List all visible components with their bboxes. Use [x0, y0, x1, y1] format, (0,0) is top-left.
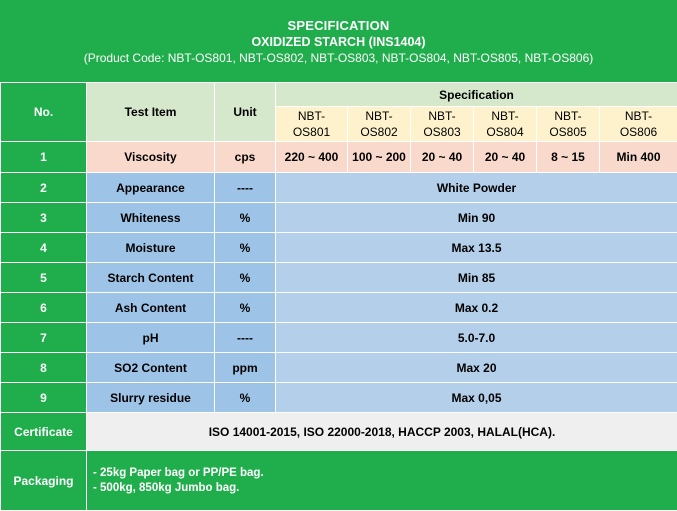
test-item: Viscosity: [87, 142, 215, 173]
table-row: [1, 353, 677, 383]
row-number: 5: [1, 263, 87, 293]
table-row: [1, 383, 677, 413]
table-row: [1, 203, 677, 233]
row-number: 4: [1, 233, 87, 263]
spec-value: 5.0-7.0: [276, 323, 677, 353]
certificate-label: Certificate: [1, 413, 87, 451]
table-row: [1, 142, 677, 173]
test-item: SO2 Content: [87, 353, 215, 383]
packaging-line: - 500kg, 850kg Jumbo bag.: [93, 481, 240, 494]
viscosity-value: Min 400: [600, 142, 677, 173]
spec-value: Min 90: [276, 203, 677, 233]
product-codes: (Product Code: NBT-OS801, NBT-OS802, NBT-OS803, NBT-OS804, NBT-OS805, NBT-OS806): [83, 51, 594, 65]
product-code-cell: NBT- OS806: [600, 107, 677, 142]
spec-value: Max 0.2: [276, 293, 677, 323]
product-code-cell: NBT- OS801: [276, 107, 348, 142]
test-item: pH: [87, 323, 215, 353]
test-item: Moisture: [87, 233, 215, 263]
table-row: [1, 173, 677, 203]
header-specification: Specification: [276, 83, 677, 107]
table-row: [1, 233, 677, 263]
viscosity-value: 20 ~ 40: [411, 142, 474, 173]
title-block: [0, 0, 677, 82]
header-unit: Unit: [215, 83, 276, 142]
packaging-value: [87, 451, 677, 511]
unit: %: [215, 203, 276, 233]
spec-value: Max 13.5: [276, 233, 677, 263]
viscosity-value: 20 ~ 40: [474, 142, 537, 173]
row-number: 3: [1, 203, 87, 233]
row-number: 8: [1, 353, 87, 383]
header-no: No.: [1, 83, 87, 142]
table-row: [1, 323, 677, 353]
page-title: SPECIFICATION: [287, 18, 390, 33]
unit: %: [215, 293, 276, 323]
test-item: Appearance: [87, 173, 215, 203]
viscosity-value: 100 ~ 200: [348, 142, 411, 173]
unit: %: [215, 233, 276, 263]
row-number: 1: [1, 142, 87, 173]
product-code-cell: NBT- OS804: [474, 107, 537, 142]
packaging-line: - 25kg Paper bag or PP/PE bag.: [93, 466, 264, 479]
test-item: Starch Content: [87, 263, 215, 293]
packaging-label: Packaging: [1, 451, 87, 511]
specification-table: [0, 82, 677, 511]
row-number: 2: [1, 173, 87, 203]
row-number: 7: [1, 323, 87, 353]
packaging-row: [1, 451, 677, 511]
table-row: [1, 293, 677, 323]
spec-value: White Powder: [276, 173, 677, 203]
row-number: 9: [1, 383, 87, 413]
viscosity-value: 8 ~ 15: [537, 142, 600, 173]
header-row: [1, 83, 677, 107]
certificate-value: ISO 14001-2015, ISO 22000-2018, HACCP 2003, HALAL(HCA).: [87, 413, 677, 451]
unit: %: [215, 263, 276, 293]
product-name: OXIDIZED STARCH (INS1404): [251, 35, 426, 49]
unit: ----: [215, 323, 276, 353]
test-item: Ash Content: [87, 293, 215, 323]
product-code-cell: NBT- OS805: [537, 107, 600, 142]
spec-value: Min 85: [276, 263, 677, 293]
unit: %: [215, 383, 276, 413]
certificate-row: [1, 413, 677, 451]
spec-value: Max 0,05: [276, 383, 677, 413]
test-item: Slurry residue: [87, 383, 215, 413]
row-number: 6: [1, 293, 87, 323]
product-code-cell: NBT- OS802: [348, 107, 411, 142]
table-row: [1, 263, 677, 293]
spec-value: Max 20: [276, 353, 677, 383]
unit: ppm: [215, 353, 276, 383]
test-item: Whiteness: [87, 203, 215, 233]
header-test-item: Test Item: [87, 83, 215, 142]
viscosity-value: 220 ~ 400: [276, 142, 348, 173]
unit: ----: [215, 173, 276, 203]
product-code-cell: NBT- OS803: [411, 107, 474, 142]
unit: cps: [215, 142, 276, 173]
